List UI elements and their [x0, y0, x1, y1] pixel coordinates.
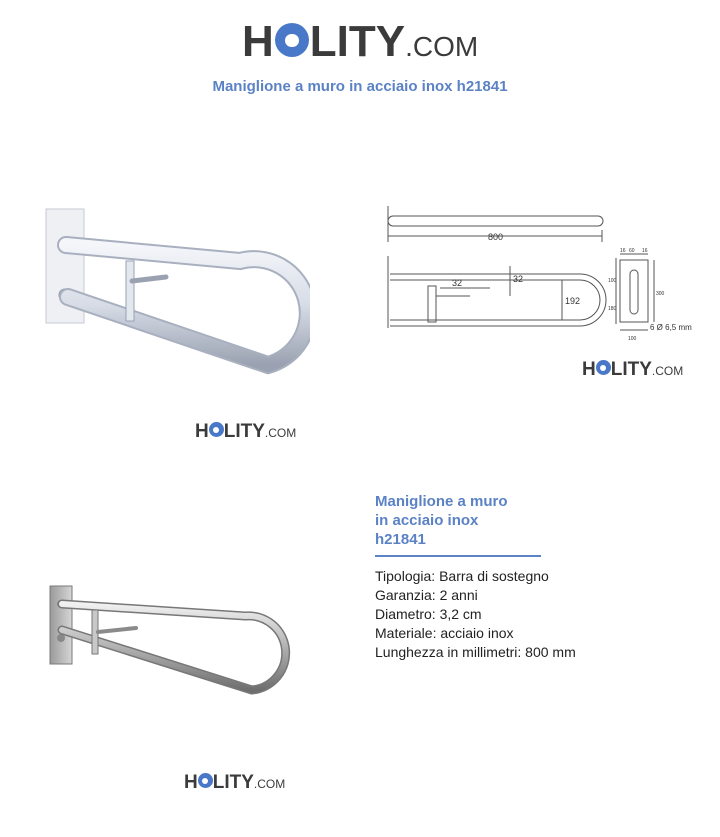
plate-side-label-1: 100 — [608, 278, 617, 284]
photo-logo-white — [195, 421, 296, 444]
page-title: Maniglione a muro in acciaio inox h21841 — [212, 78, 508, 95]
drawing-logo — [582, 359, 683, 382]
spec-divider — [375, 555, 541, 557]
logo-o-icon — [198, 773, 213, 788]
plate-top-label-1: 16 — [620, 248, 626, 254]
plate-top-label-3: 16 — [642, 248, 648, 254]
logo-letter-h: H — [242, 17, 274, 66]
logo-o-icon — [275, 23, 309, 57]
spec-block — [375, 492, 695, 662]
plate-bottom-label: 100 — [628, 336, 637, 342]
logo-domain: .COM — [264, 426, 297, 440]
logo-letters-lity: LITY — [610, 359, 652, 380]
spec-title-line-1: Maniglione a muro — [375, 493, 508, 510]
dim-hole: 6 Ø 6,5 mm — [650, 323, 692, 332]
logo-letters-lity: LITY — [309, 17, 406, 66]
product-photo-steel — [40, 580, 300, 700]
spec-tipologia: Tipologia: Barra di sostegno — [375, 568, 549, 584]
spec-diametro: Diametro: 3,2 cm — [375, 606, 482, 622]
logo-letter-h: H — [184, 772, 198, 793]
logo-letters-lity: LITY — [212, 772, 254, 793]
dim-height: 192 — [565, 296, 581, 306]
photo-logo-steel — [184, 772, 285, 795]
dim-offset-horizontal: 32 — [452, 278, 463, 288]
dim-offset-vertical: 32 — [513, 274, 524, 284]
logo-domain: .COM — [405, 31, 479, 62]
spec-title-line-2: in acciaio inox — [375, 512, 479, 529]
plate-side-label-3: 300 — [656, 291, 665, 297]
spec-title-line-3: h21841 — [375, 531, 426, 548]
logo-o-icon — [596, 360, 611, 375]
logo-letter-h: H — [582, 359, 596, 380]
logo-domain: .COM — [253, 777, 286, 791]
logo-domain: .COM — [651, 364, 684, 378]
dim-length: 800 — [488, 232, 504, 242]
technical-drawing — [380, 200, 710, 350]
plate-top-label-2: 60 — [629, 248, 635, 254]
spec-materiale: Materiale: acciaio inox — [375, 625, 514, 641]
spec-lunghezza: Lunghezza in millimetri: 800 mm — [375, 644, 576, 660]
header-logo[interactable] — [242, 18, 478, 71]
logo-letters-lity: LITY — [223, 421, 265, 442]
logo-letter-h: H — [195, 421, 209, 442]
spec-garanzia: Garanzia: 2 anni — [375, 587, 478, 603]
plate-side-label-2: 180 — [608, 306, 617, 312]
product-photo-white — [40, 195, 310, 390]
logo-o-icon — [209, 422, 224, 437]
